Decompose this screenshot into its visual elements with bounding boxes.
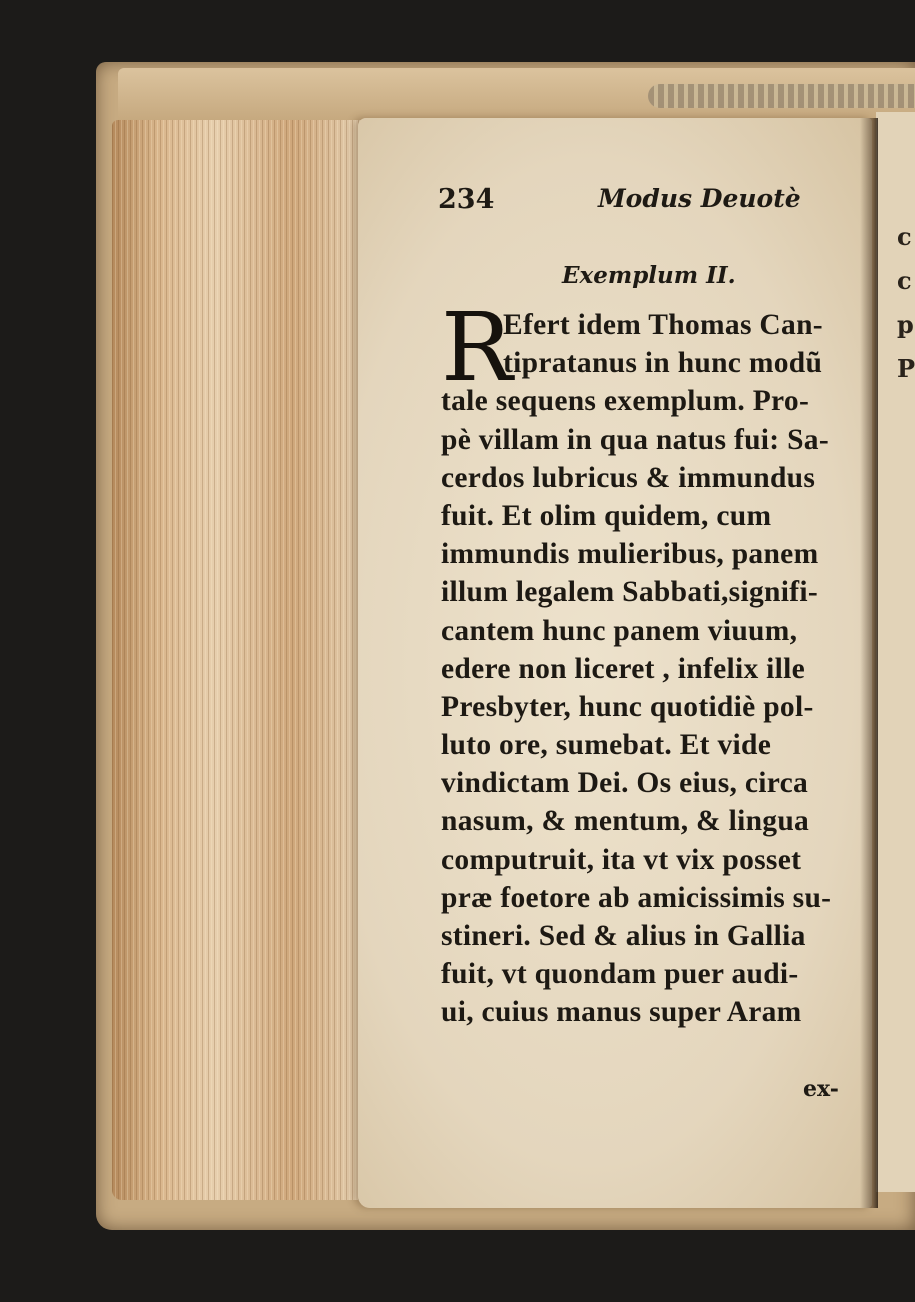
text-line: stineri. Sed & alius in Gallia bbox=[441, 920, 806, 952]
text-line: pè villam in qua natus fui: Sa- bbox=[441, 423, 829, 456]
text-line: luto ore, sumebat. Et vide bbox=[441, 729, 772, 762]
text-line: cerdos lubricus & immundus bbox=[441, 461, 816, 494]
text-line: Efert idem Thomas Can- bbox=[503, 309, 823, 341]
section-heading: Exemplum II. bbox=[562, 262, 736, 289]
text-line: fuit, vt quondam puer audi- bbox=[441, 958, 799, 991]
text-line: illum legalem Sabbati,signifi- bbox=[441, 576, 818, 609]
drop-capital: R bbox=[441, 293, 513, 403]
catchword: ex- bbox=[803, 1076, 839, 1102]
page-gutter bbox=[860, 118, 878, 1208]
text-line: edere non liceret , infelix ille bbox=[441, 652, 806, 685]
text-line: Presbyter, hunc quotidiè pol- bbox=[441, 690, 814, 723]
page-block-fore-edge bbox=[112, 120, 370, 1200]
text-line: nasum, & mentum, & lingua bbox=[441, 805, 810, 838]
text-line: ui, cuius manus super Aram bbox=[441, 996, 802, 1029]
facing-page-letters: c c p P bbox=[897, 222, 915, 383]
text-line: cantem hunc panem viuum, bbox=[441, 614, 798, 647]
running-title: Modus Deuotè bbox=[598, 184, 801, 213]
body-text bbox=[441, 306, 831, 1032]
headband bbox=[648, 84, 915, 108]
text-line: tipratanus in hunc modũ bbox=[503, 347, 823, 380]
text-line: vindictam Dei. Os eius, circa bbox=[441, 767, 809, 800]
text-line: præ foetore ab amicissimis su- bbox=[441, 881, 832, 914]
page-number: 234 bbox=[438, 184, 495, 215]
running-head bbox=[438, 184, 818, 220]
text-line: fuit. Et olim quidem, cum bbox=[441, 499, 772, 532]
text-line: tale sequens exemplum. Pro- bbox=[441, 385, 810, 418]
text-line: computruit, ita vt vix posset bbox=[441, 843, 802, 876]
text-line: immundis mulieribus, panem bbox=[441, 538, 819, 571]
